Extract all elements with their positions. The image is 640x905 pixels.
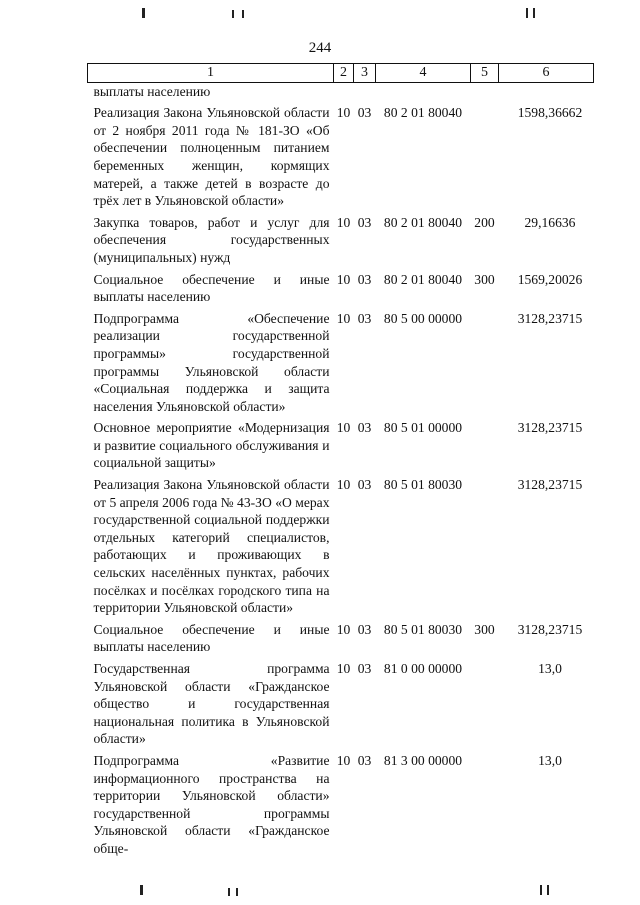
section-code: 10	[336, 420, 351, 436]
scan-mark	[236, 888, 238, 896]
subsection-code: 03	[357, 621, 372, 637]
section-code: 10	[336, 271, 351, 287]
row-name: Основное мероприятие «Модернизация и развитие социального обслуживания и социальной защиты»	[93, 420, 330, 471]
row-name: Государственная программа Ульяновской области «Гражданское общество и государственная национальная политика в Ульяновской области»	[93, 661, 330, 747]
column-header: 1	[88, 64, 334, 83]
table-row	[88, 656, 594, 748]
column-header: 6	[499, 64, 594, 83]
row-name: Социальное обеспечение и иные выплаты населению	[93, 621, 330, 655]
subsection-code: 03	[357, 271, 372, 287]
table-row	[88, 267, 594, 306]
section-code: 10	[336, 310, 351, 326]
scan-mark	[533, 8, 535, 18]
target-article-code: 81 3 00 00000	[383, 752, 463, 768]
expense-type-code	[471, 472, 499, 617]
table-row	[88, 82, 594, 100]
page-number: 244	[308, 40, 332, 56]
target-article-code: 80 2 01 80040	[383, 271, 463, 287]
amount: 1598,36662	[517, 105, 583, 121]
row-name: Подпрограмма «Развитие информационного пространства на территории Ульяновской области» государственной программы Ульяновской области «Гражданское обще-	[93, 752, 330, 856]
column-header: 5	[471, 64, 499, 83]
scan-mark	[142, 8, 145, 18]
section-code: 10	[336, 621, 351, 637]
table-header-row	[88, 64, 594, 83]
expense-type-code	[471, 656, 499, 748]
subsection-code: 03	[357, 752, 372, 768]
row-name: Закупка товаров, работ и услуг для обеспечения государственных (муниципальных) нужд	[93, 214, 330, 265]
amount: 3128,23715	[517, 477, 583, 493]
expense-type-code: 300	[474, 621, 495, 637]
section-code: 10	[336, 752, 351, 768]
scan-mark	[232, 10, 234, 18]
amount: 1569,20026	[517, 271, 583, 287]
row-name: Реализация Закона Ульяновской области от 5 апреля 2006 года № 43-ЗО «О мерах государственной социальной поддержки отдельных категорий специалистов, работающих и проживающих в сельских населённых пунктах, рабочих посёлках и посёлках городского типа на территории Ульяновской области»	[93, 477, 330, 616]
row-name: Подпрограмма «Обеспечение реализации государственной программы» государственной программы Ульяновской области «Социальная поддержка и защита населения Ульяновской области»	[93, 310, 330, 414]
scan-mark	[242, 10, 244, 18]
section-code: 10	[336, 105, 351, 121]
expense-type-code	[471, 100, 499, 210]
scan-mark	[540, 885, 542, 895]
target-article-code: 80 2 01 80040	[383, 214, 463, 230]
budget-table	[87, 63, 594, 858]
column-header: 2	[334, 64, 354, 83]
table-row	[88, 472, 594, 617]
amount: 3128,23715	[517, 621, 583, 637]
scan-mark	[526, 8, 528, 18]
column-header: 3	[354, 64, 376, 83]
table-row	[88, 306, 594, 416]
expense-type-code	[471, 82, 499, 100]
expense-type-code: 200	[474, 214, 495, 230]
target-article-code: 80 5 01 80030	[383, 477, 463, 493]
target-article-code	[376, 82, 471, 100]
amount: 3128,23715	[517, 310, 583, 326]
amount: 13,0	[538, 661, 562, 676]
target-article-code: 81 0 00 00000	[383, 661, 463, 676]
subsection-code: 03	[357, 661, 372, 676]
expense-type-code: 300	[474, 271, 495, 287]
amount: 3128,23715	[517, 420, 583, 436]
expense-type-code	[471, 415, 499, 472]
section-code: 10	[336, 477, 351, 493]
table-row	[88, 748, 594, 858]
row-name: выплаты населению	[93, 83, 211, 99]
column-header: 4	[376, 64, 471, 83]
scan-mark	[228, 888, 230, 896]
section-code	[334, 82, 354, 100]
amount: 29,16636	[524, 214, 576, 230]
subsection-code: 03	[357, 477, 372, 493]
section-code: 10	[336, 214, 351, 230]
table-row	[88, 617, 594, 656]
subsection-code	[354, 82, 376, 100]
target-article-code: 80 5 01 00000	[383, 420, 463, 436]
target-article-code: 80 5 01 80030	[383, 621, 463, 637]
amount: 13,0	[538, 752, 562, 768]
section-code: 10	[336, 661, 351, 676]
target-article-code: 80 5 00 00000	[383, 310, 463, 326]
expense-type-code	[471, 748, 499, 858]
subsection-code: 03	[357, 214, 372, 230]
subsection-code: 03	[357, 105, 372, 121]
scan-mark	[547, 885, 549, 895]
amount	[499, 82, 594, 100]
subsection-code: 03	[357, 310, 372, 326]
subsection-code: 03	[357, 420, 372, 436]
table-row	[88, 415, 594, 472]
scan-mark	[140, 885, 143, 895]
table-row	[88, 210, 594, 267]
expense-type-code	[471, 306, 499, 416]
target-article-code: 80 2 01 80040	[383, 105, 463, 121]
table-row	[88, 100, 594, 210]
row-name: Социальное обеспечение и иные выплаты населению	[93, 271, 330, 305]
row-name: Реализация Закона Ульяновской области от 2 ноября 2011 года № 181-ЗО «Об обеспечении полноценным питанием беременных женщин, кормящих матерей, а также детей в возрасте до трёх лет в Ульяновской области»	[93, 105, 330, 209]
